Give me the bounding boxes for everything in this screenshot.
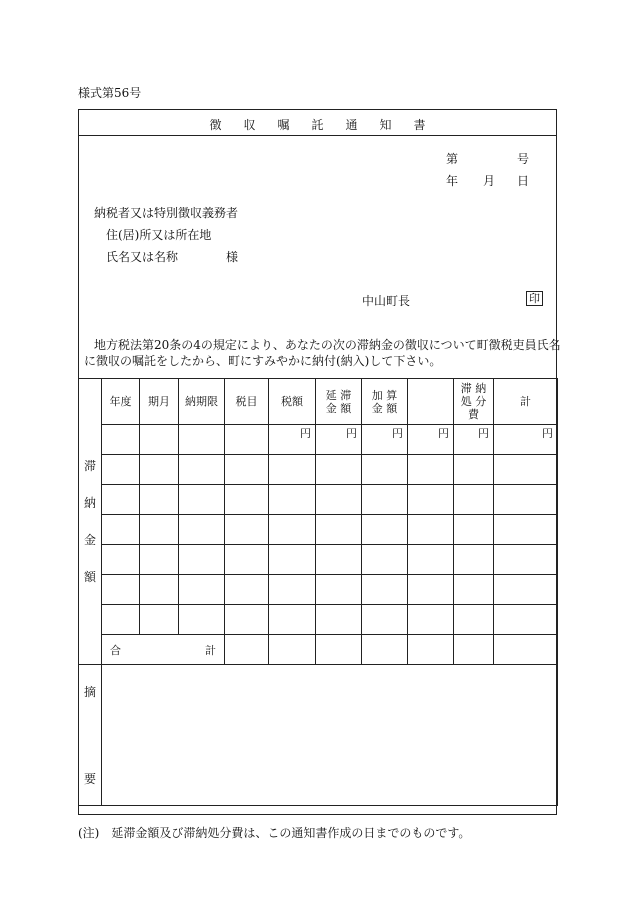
table-header-row: [79, 379, 558, 425]
unit-yen: 円: [269, 425, 316, 455]
col-late-fee: 延 滞 金 額: [316, 379, 362, 425]
number-suffix: 号: [517, 152, 530, 166]
total-label: 合 計: [102, 635, 225, 665]
form-title: 徴収嘱託通知書: [209, 118, 448, 132]
col-total: 計: [494, 379, 558, 425]
title-row: [79, 110, 556, 136]
seal-stamp: 印: [526, 291, 543, 306]
table-row: [79, 455, 558, 485]
col-tax-item: 税目: [225, 379, 269, 425]
unit-yen: 円: [316, 425, 362, 455]
table-row: [79, 605, 558, 635]
notice-text: [84, 337, 561, 369]
table-row: [79, 515, 558, 545]
day-label: 日: [517, 174, 530, 188]
form-number: 様式第56号: [78, 86, 142, 100]
unit-yen: 円: [408, 425, 454, 455]
name-label: 氏名又は名称: [106, 250, 179, 264]
col-period: 期月: [140, 379, 179, 425]
notice-line-2: に徴収の嘱託をしたから、町にすみやかに納付(納入)して下さい。: [84, 354, 442, 368]
unit-yen: 円: [362, 425, 408, 455]
remarks-field[interactable]: [102, 665, 558, 806]
issuer-title: 中山町長: [362, 294, 411, 308]
table-row: [79, 485, 558, 515]
table-row: [79, 545, 558, 575]
month-label: 月: [483, 174, 496, 188]
delinquency-table: [78, 378, 558, 806]
address-label: 住(居)所又は所在地: [106, 228, 212, 242]
year-label: 年: [446, 174, 459, 188]
table-row: [79, 425, 558, 455]
honorific: 様: [226, 250, 239, 264]
notice-line-1: 地方税法第20条の4の規定により、あなたの次の滞納金の徴収について町徴税吏員氏名: [94, 338, 561, 352]
col-tax-amount: 税額: [269, 379, 316, 425]
col-year: 年度: [102, 379, 140, 425]
unit-yen: 円: [494, 425, 558, 455]
remarks-label: 摘 要: [79, 665, 102, 806]
taxpayer-label: 納税者又は特別徴収義務者: [94, 206, 239, 220]
table-row: [79, 575, 558, 605]
col-deadline: 納期限: [179, 379, 225, 425]
unit-yen: 円: [454, 425, 494, 455]
remarks-row: [79, 665, 558, 806]
col-blank: [408, 379, 454, 425]
col-added-amount: 加 算 金 額: [362, 379, 408, 425]
col-disposal-cost: 滞 納 処 分 費: [454, 379, 494, 425]
side-label: 滞 納 金 額: [79, 379, 102, 665]
number-label: 第: [446, 152, 459, 166]
footnote: (注) 延滞金額及び滞納処分費は、この通知書作成の日までのものです。: [78, 826, 471, 840]
total-row: [79, 635, 558, 665]
